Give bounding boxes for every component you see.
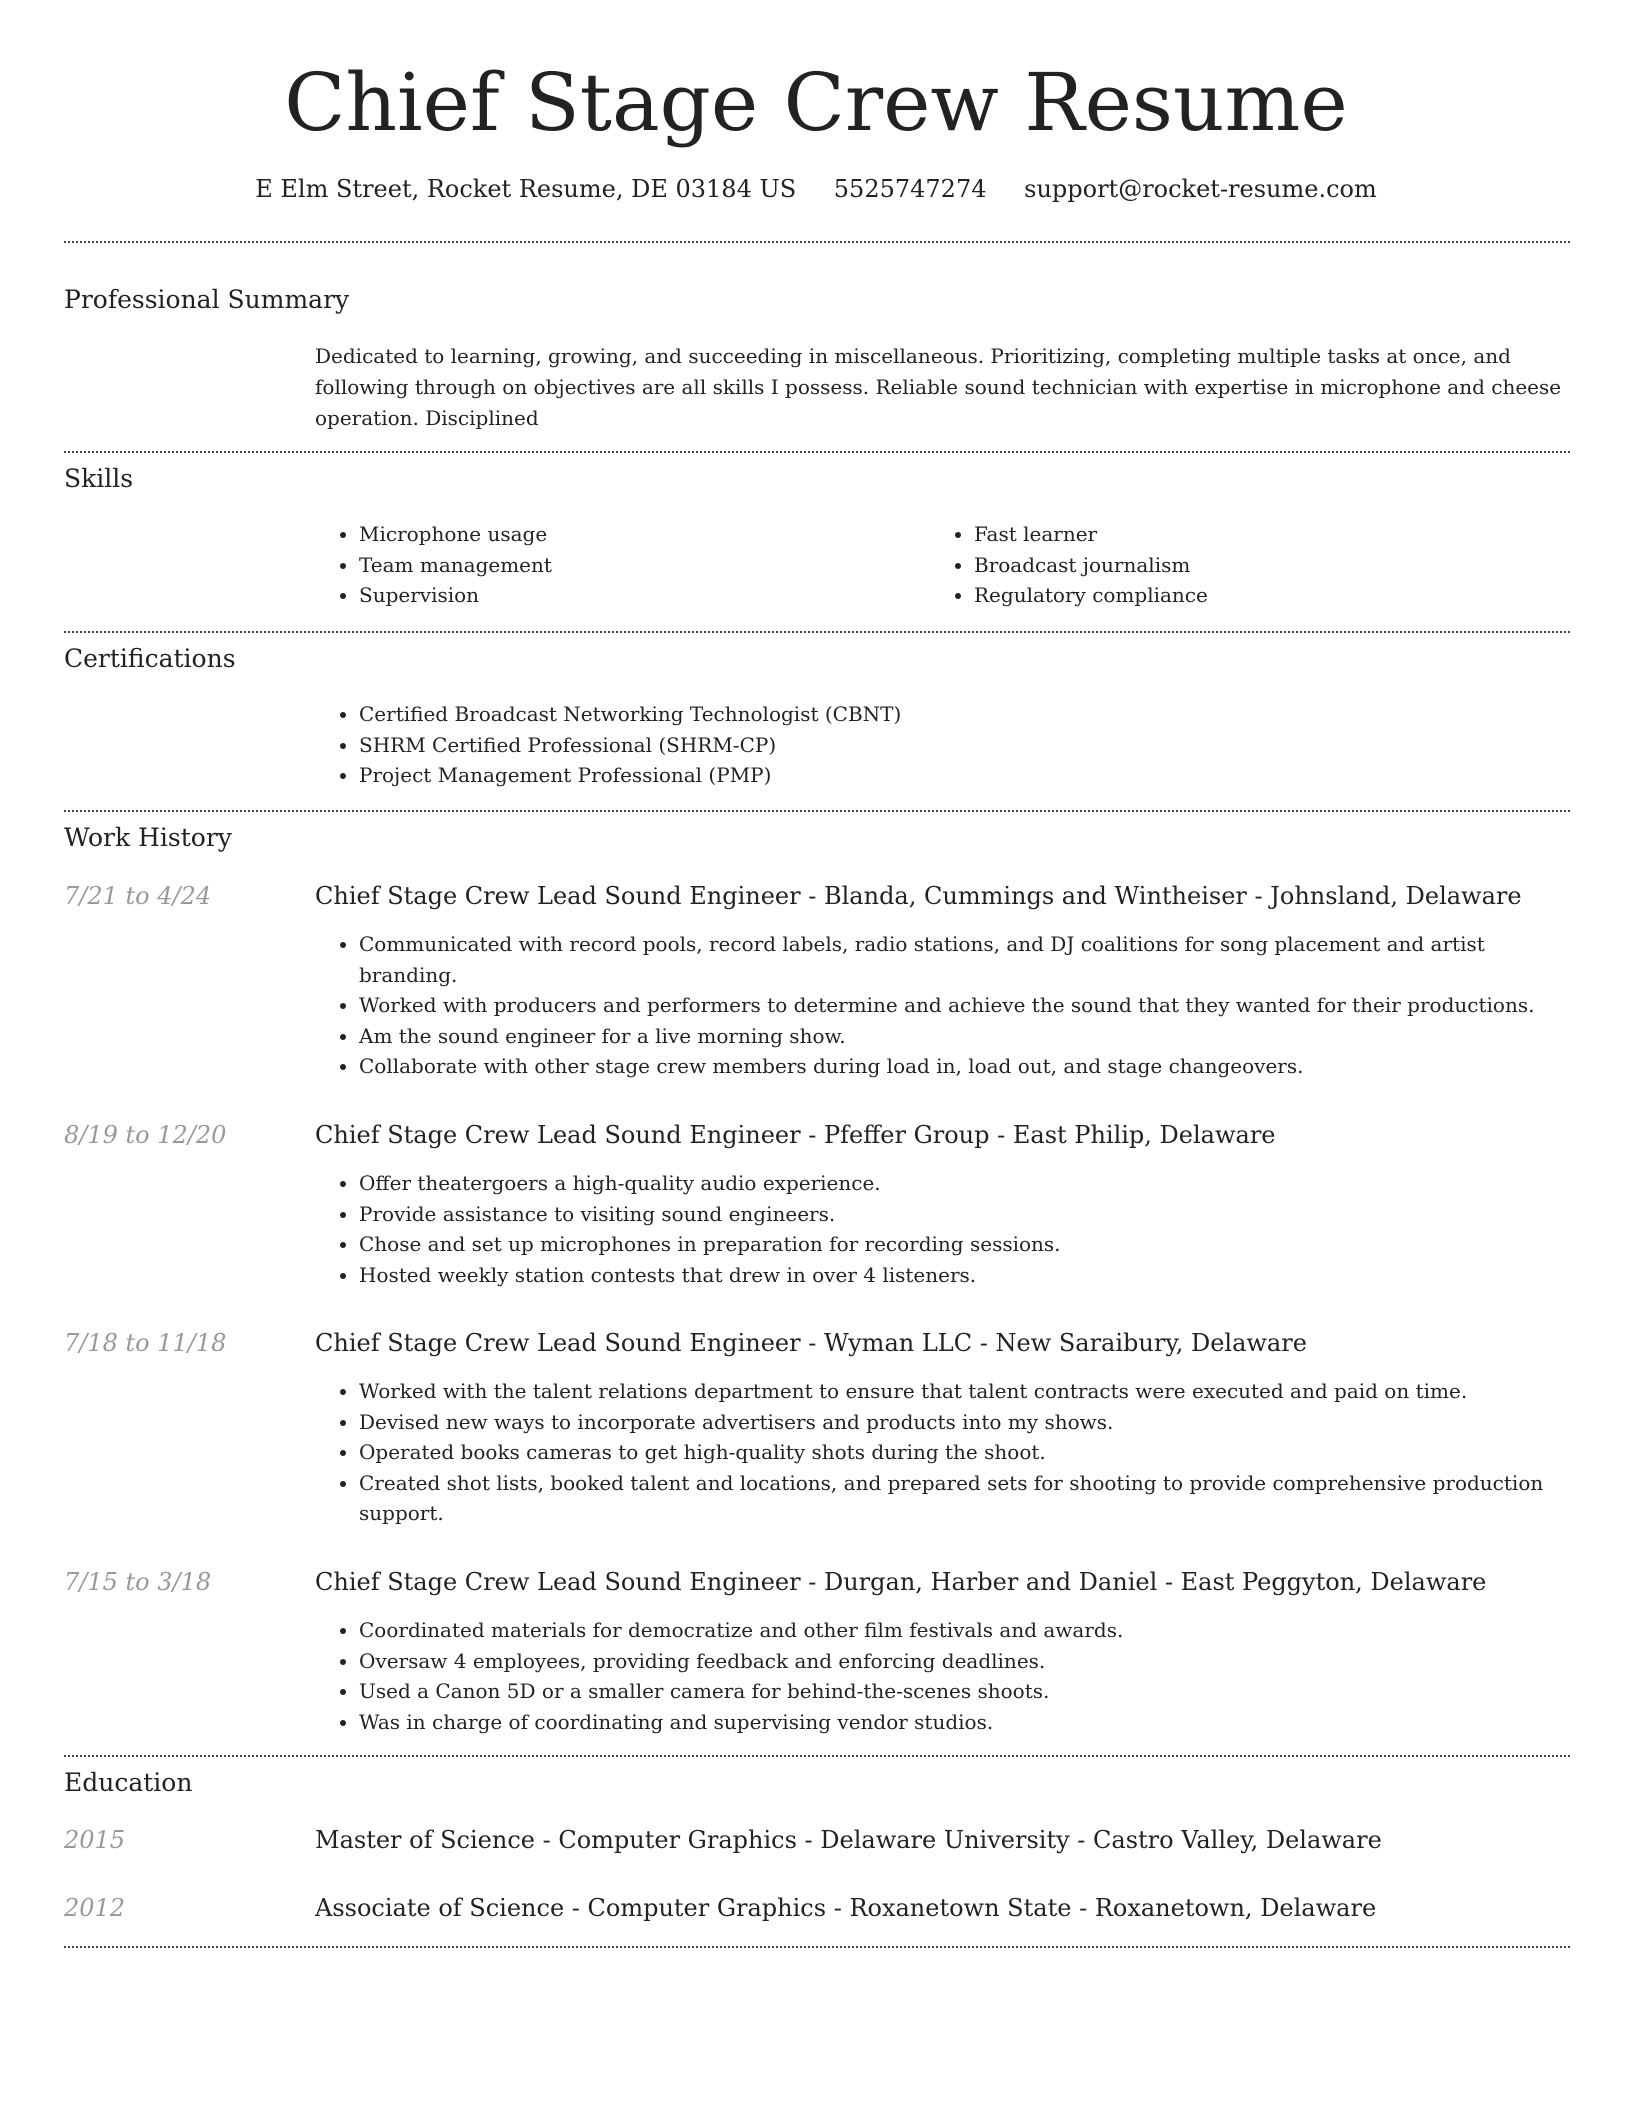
certification-item: • SHRM Certified Professional (SHRM-CP) (359, 730, 1570, 761)
job-bullet: • Devised new ways to incorporate advertisers and products into my shows. (359, 1407, 1570, 1438)
education-entry: Master of Science - Computer Graphics - Delaware University - Castro Valley, Delaware (315, 1826, 1382, 1854)
job-dates: 7/15 to 3/18 (64, 1568, 212, 1596)
job-dates: 7/21 to 4/24 (64, 882, 212, 910)
education-year: 2015 (64, 1826, 126, 1854)
job-company: Pfeffer Group (823, 1121, 990, 1149)
education-year: 2012 (64, 1894, 126, 1922)
section-divider (64, 631, 1570, 633)
job-company: Blanda, Cummings and Wintheiser (823, 882, 1247, 910)
job-dates: 7/18 to 11/18 (64, 1329, 227, 1357)
contact-line (0, 172, 1632, 206)
education-location: Castro Valley, Delaware (1093, 1826, 1382, 1854)
job-bullets (315, 929, 1570, 1082)
education-entry: Associate of Science - Computer Graphics - Roxanetown State - Roxanetown, Delaware (315, 1894, 1377, 1922)
job-bullet: • Communicated with record pools, record labels, radio stations, and DJ coalitions for song placement and artist branding. (359, 929, 1570, 990)
job-title: Chief Stage Crew Lead Sound Engineer (315, 882, 801, 910)
job-bullet: • Collaborate with other stage crew members during load in, load out, and stage changeovers. (359, 1051, 1570, 1082)
skill-item: • Supervision (359, 580, 915, 611)
skills-heading: Skills (64, 464, 134, 493)
job-bullet: • Worked with producers and performers to determine and achieve the sound that they wanted for their productions. (359, 990, 1570, 1021)
job-bullet: • Used a Canon 5D or a smaller camera for behind-the-scenes shoots. (359, 1676, 1570, 1707)
job-heading: Chief Stage Crew Lead Sound Engineer - Blanda, Cummings and Wintheiser - Johnsland, Delaware (315, 882, 1522, 910)
job-bullet: • Created shot lists, booked talent and locations, and prepared sets for shooting to provide comprehensive production support. (359, 1468, 1570, 1529)
job-location: East Peggyton, Delaware (1180, 1568, 1487, 1596)
job-bullets (315, 1615, 1570, 1737)
section-divider (64, 241, 1570, 243)
summary-heading: Professional Summary (64, 285, 350, 314)
job-bullet: • Chose and set up microphones in preparation for recording sessions. (359, 1229, 1570, 1260)
job-bullet: • Was in charge of coordinating and supervising vendor studios. (359, 1707, 1570, 1738)
certification-item: • Project Management Professional (PMP) (359, 760, 1570, 791)
contact-phone: 5525747274 (833, 175, 987, 203)
contact-email: support@rocket-resume.com (1024, 175, 1377, 203)
education-location: Roxanetown, Delaware (1094, 1894, 1377, 1922)
resume-title: Chief Stage Crew Resume (284, 56, 1348, 149)
job-company: Durgan, Harber and Daniel (823, 1568, 1158, 1596)
education-school: Roxanetown State (849, 1894, 1072, 1922)
skill-item: • Team management (359, 550, 915, 581)
job-bullet: • Provide assistance to visiting sound engineers. (359, 1199, 1570, 1230)
contact-address: E Elm Street, Rocket Resume, DE 03184 US (255, 175, 797, 203)
section-divider (64, 1946, 1570, 1948)
certification-item: • Certified Broadcast Networking Technologist (CBNT) (359, 699, 1570, 730)
skills-list-left (315, 519, 915, 611)
job-title: Chief Stage Crew Lead Sound Engineer (315, 1568, 801, 1596)
skill-item: • Broadcast journalism (974, 550, 1570, 581)
job-title: Chief Stage Crew Lead Sound Engineer (315, 1329, 801, 1357)
education-degree: Associate of Science - Computer Graphics (315, 1894, 827, 1922)
summary-text: Dedicated to learning, growing, and succeeding in miscellaneous. Prioritizing, completing multiple tasks at once, and following through on objectives are all skills I possess. Reliable sound technician with expertise in microphone and cheese operation. Disciplined (315, 344, 1562, 430)
job-heading: Chief Stage Crew Lead Sound Engineer - Durgan, Harber and Daniel - East Peggyton, Delaware (315, 1568, 1487, 1596)
section-divider (64, 1755, 1570, 1757)
job-location: East Philip, Delaware (1012, 1121, 1276, 1149)
job-bullet: • Operated books cameras to get high-quality shots during the shoot. (359, 1437, 1570, 1468)
work-history-heading: Work History (64, 823, 232, 852)
job-dates: 8/19 to 12/20 (64, 1121, 227, 1149)
job-bullets (315, 1376, 1570, 1529)
job-location: New Saraibury, Delaware (995, 1329, 1307, 1357)
job-title: Chief Stage Crew Lead Sound Engineer (315, 1121, 801, 1149)
certifications-heading: Certifications (64, 644, 236, 673)
job-company: Wyman LLC (823, 1329, 973, 1357)
section-divider (64, 451, 1570, 453)
section-divider (64, 810, 1570, 812)
job-bullet: • Oversaw 4 employees, providing feedback and enforcing deadlines. (359, 1646, 1570, 1677)
skill-item: • Regulatory compliance (974, 580, 1570, 611)
job-bullet: • Worked with the talent relations department to ensure that talent contracts were executed and paid on time. (359, 1376, 1570, 1407)
certifications-list (315, 699, 1570, 791)
education-degree: Master of Science - Computer Graphics (315, 1826, 797, 1854)
job-heading: Chief Stage Crew Lead Sound Engineer - Pfeffer Group - East Philip, Delaware (315, 1121, 1276, 1149)
skills-list-right (930, 519, 1570, 611)
education-heading: Education (64, 1768, 193, 1797)
education-school: Delaware University (820, 1826, 1070, 1854)
skill-item: • Microphone usage (359, 519, 915, 550)
job-location: Johnsland, Delaware (1270, 882, 1522, 910)
job-bullet: • Offer theatergoers a high-quality audio experience. (359, 1168, 1570, 1199)
job-heading: Chief Stage Crew Lead Sound Engineer - Wyman LLC - New Saraibury, Delaware (315, 1329, 1307, 1357)
skill-item: • Fast learner (974, 519, 1570, 550)
job-bullets (315, 1168, 1570, 1290)
job-bullet: • Coordinated materials for democratize and other film festivals and awards. (359, 1615, 1570, 1646)
job-bullet: • Hosted weekly station contests that drew in over 4 listeners. (359, 1260, 1570, 1291)
job-bullet: • Am the sound engineer for a live morning show. (359, 1021, 1570, 1052)
